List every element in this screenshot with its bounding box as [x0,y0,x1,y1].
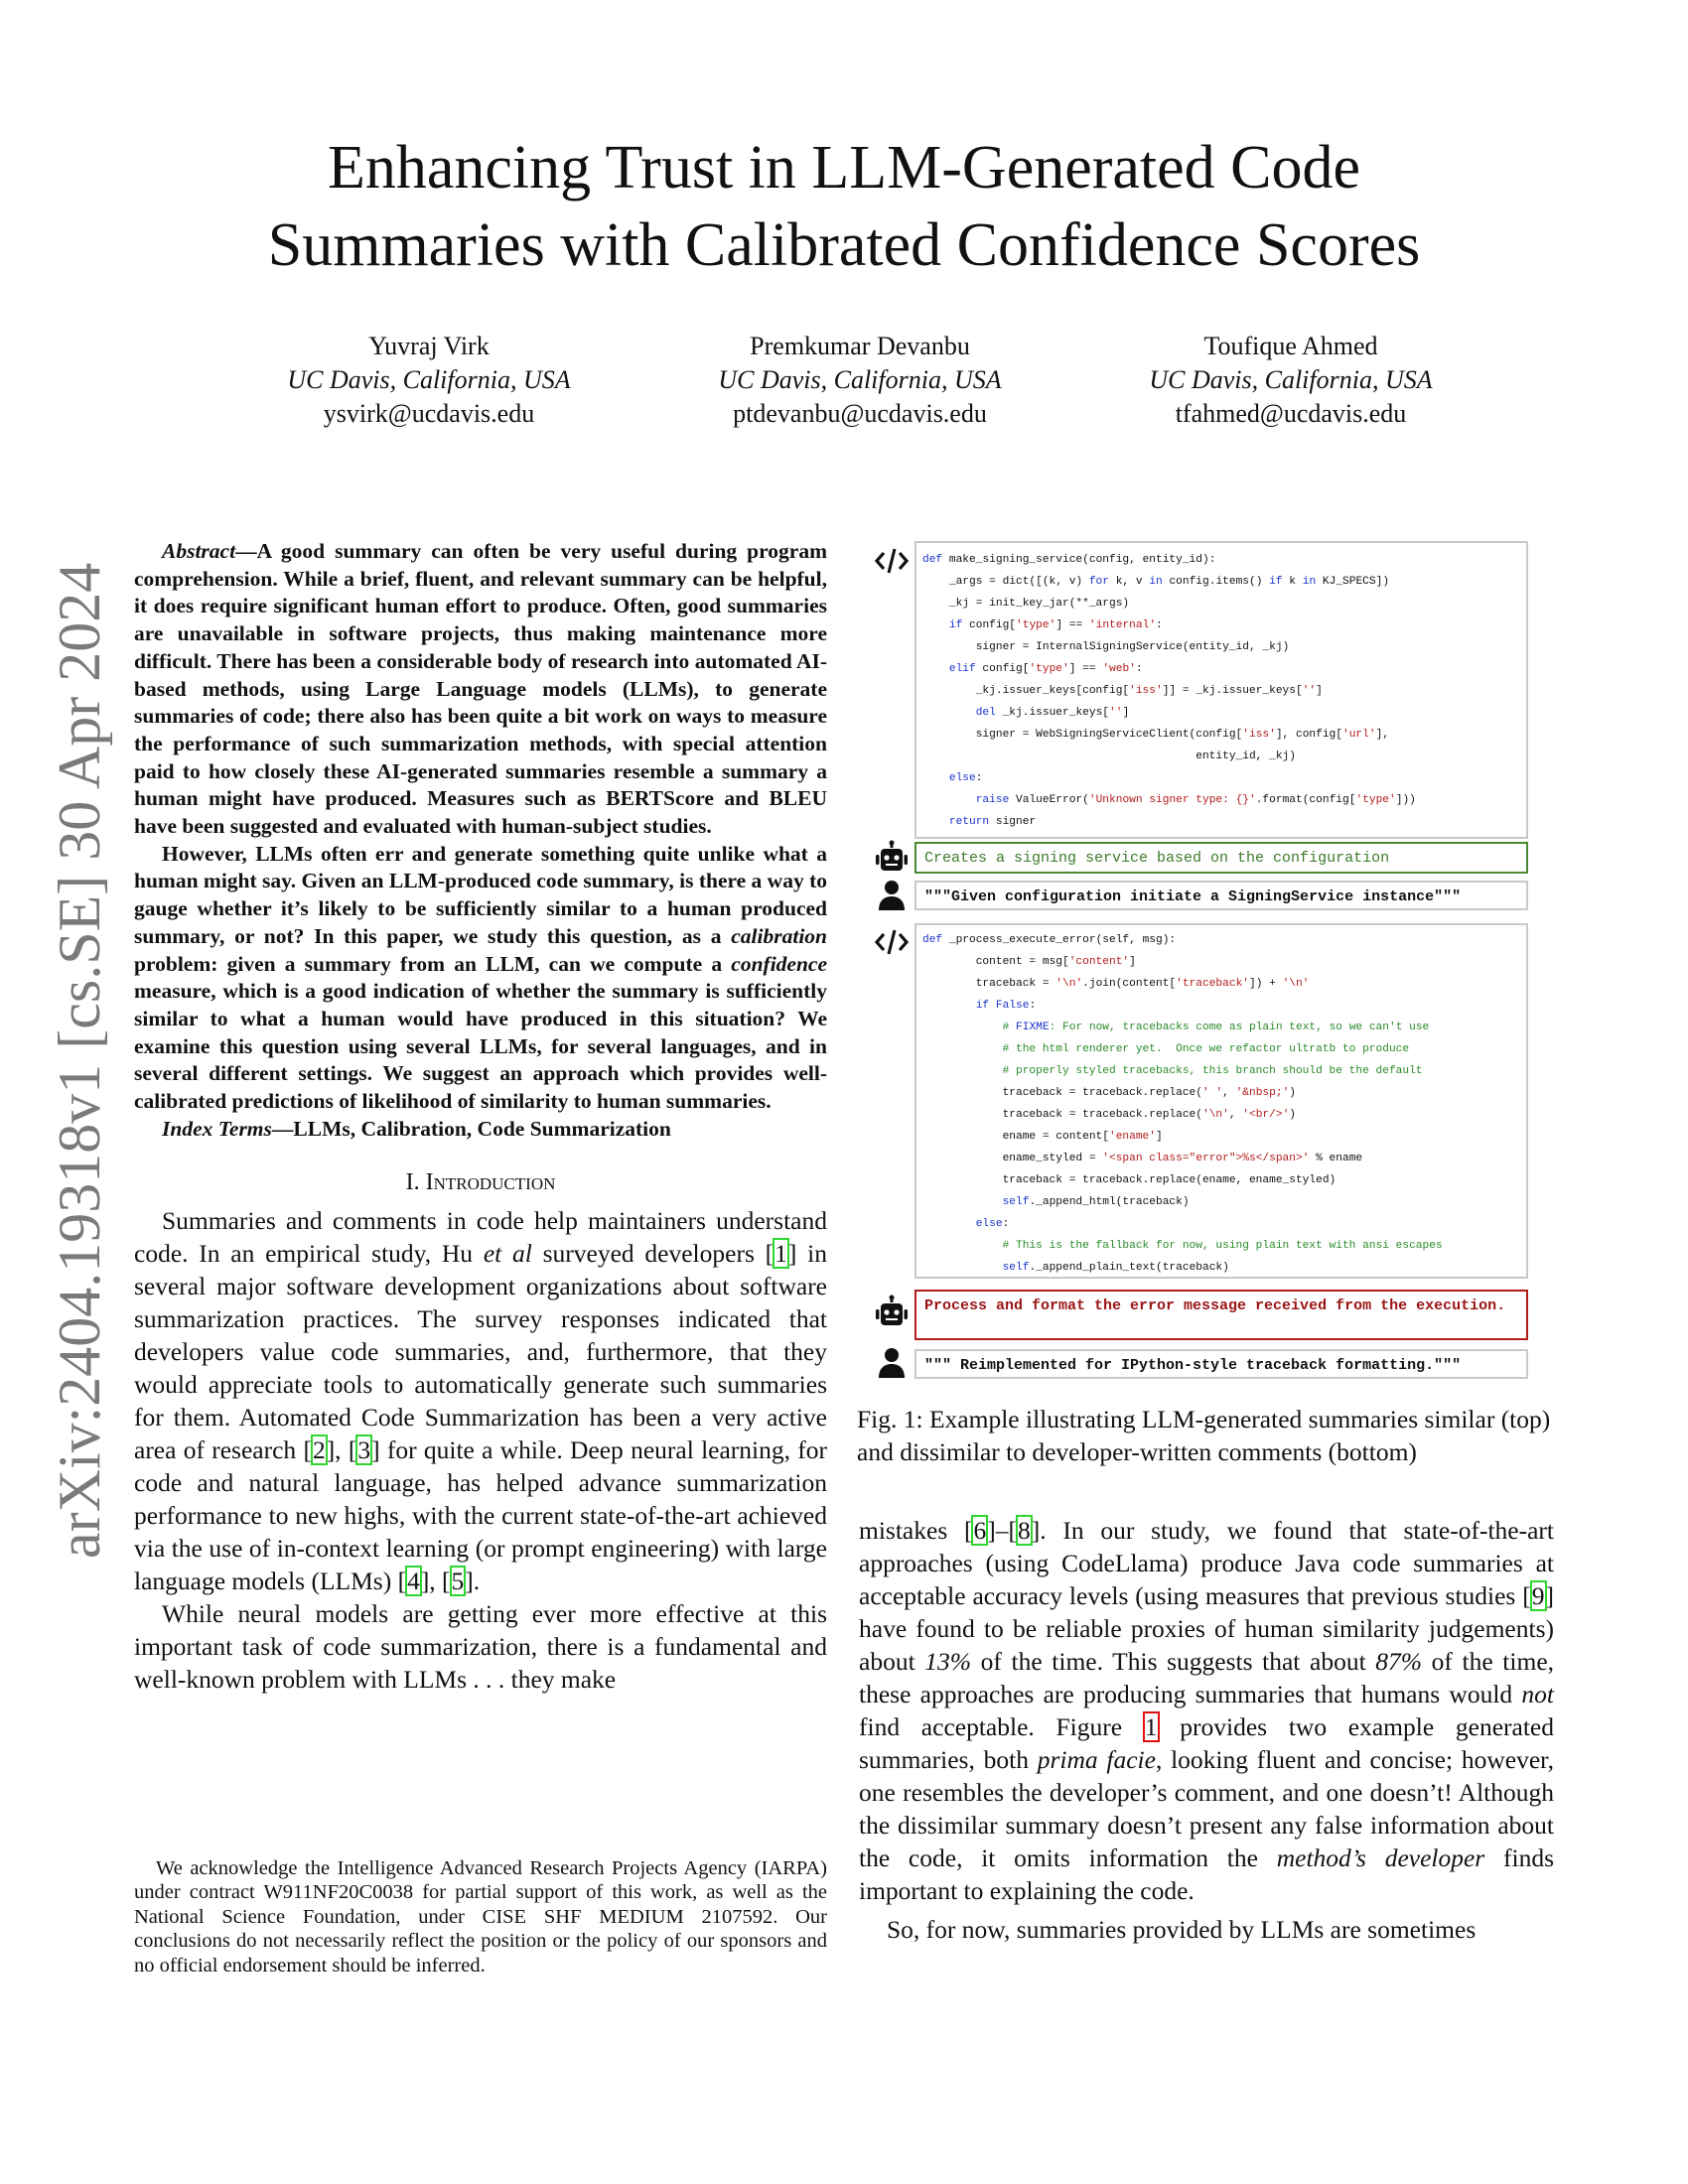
citation-link[interactable]: 9 [1531,1581,1545,1610]
code-line: # the html renderer yet. Once we refactor ultratb to produce [922,1043,1410,1055]
abstract-paragraph-1: Abstract—A good summary can often be very useful during program comprehension. While a brief, fluent, and relevant summary can be helpful, it does require significant human effort to produce. Often, good summaries are unavailable in software projects, thus making maintenance more difficult. There has been a considerable body of research into automated AI-based methods, using Large Language models (LLMs), to generate summaries of code; there also has been quite a bit work on ways to measure the performance of such summarization methods, with special attention paid to how closely these AI-generated summaries resemble a summary a human might have produced. Measures such as BERTScore and BLEU have been suggested and evaluated with human-subject studies. [134,539,827,839]
developer-comment-dissimilar: """ Reimplemented for IPython-style traceback formatting.""" [914,1349,1528,1379]
code-line: signer = WebSigningServiceClient(config['iss'], config['url'], [922,729,1389,741]
code-line: traceback = traceback.replace(' ', '&nbsp;') [922,1087,1297,1099]
code-line: _kj.issuer_keys[config['iss']] = _kj.issuer_keys[''] [922,685,1323,697]
intro-paragraph-2: While neural models are getting ever more effective at this important task of code summarization, there is a fundamental and well-known problem with LLMs . . . they make [134,1599,827,1695]
index-terms-label: Index Terms [162,1116,272,1141]
citation-link[interactable]: 4 [407,1567,420,1596]
title-line-2: Summaries with Calibrated Confidence Scores [267,211,1421,279]
paper-title [149,129,1539,284]
code-line: elif config['type'] == 'web': [948,663,1143,675]
right-paragraph-2: So, for now, summaries provided by LLMs are sometimes [887,1915,1477,1944]
code-line: raise ValueError('Unknown signer type: {}'.format(config['type'])) [975,794,1416,806]
code-line: entity_id, _kj) [922,751,1296,762]
llm-summary-dissimilar: Process and format the error message received from the execution. [914,1290,1528,1340]
index-terms: Index Terms—LLMs, Calibration, Code Summarization [162,1116,671,1141]
right-column [859,1514,1554,1946]
robot-icon [874,840,910,876]
author-name: Toufique Ahmed [1203,332,1378,360]
code-line: if False: [975,1000,1037,1012]
code-line: def _process_execute_error(self, msg): [922,934,1177,946]
code-snippet-dissimilar [914,923,1528,1279]
code-line: content = msg['content'] [922,956,1136,968]
author-affiliation: UC Davis, California, USA [1149,365,1433,394]
citation-link[interactable]: 2 [312,1435,326,1465]
intro-paragraph-1: Summaries and comments in code help maintainers understand code. In an empirical study, Hu et al surveyed developers [1] in several major software development organizations about software summarization practices. The survey responses indicated that developers value code summaries, and, furthermore, that they would appreciate tools to automatically generate such summaries for them. Automated Code Summarization has been a very active area of research [2], [3] for quite a while. Deep neural learning, for code and natural language, has helped advance summarization performance to new highs, with the current state-of-the-art achieved via the use of in-context learning (or prompt engineering) with large language models (LLMs) [4], [5]. [134,1206,827,1596]
code-line: traceback = traceback.replace(ename, ename_styled) [922,1174,1336,1186]
abstract-label: Abstract [162,539,236,563]
person-icon [874,878,910,913]
code-line: traceback = '\n'.join(content['traceback']) + '\n' [922,978,1310,990]
llm-summary-similar: Creates a signing service based on the configuration [914,842,1528,874]
code-line: self._append_html(traceback) [1002,1196,1190,1208]
abstract [134,538,827,1143]
code-line: else: [975,1218,1010,1230]
abstract-paragraph-2: However, LLMs often err and generate something quite unlike what a human might say. Given an LLM-produced code summary, is there a way to gauge whether it’s likely to be sufficiently similar to a human produced summary, or not? In this paper, we study this question, as a calibration problem: given a summary from an LLM, can we compute a confidence measure, which is a good indication of whether the summary is sufficiently similar to what a human would have produced in this situation? We examine this question using several LLMs, for several languages, and in several different settings. We suggest an approach which provides well-calibrated predictions of likelihood of similarity to human summaries. [134,841,827,1114]
author-block [1082,330,1499,431]
author-affiliation: UC Davis, California, USA [718,365,1002,394]
code-line: traceback = traceback.replace('\n', '<br/>') [922,1109,1296,1121]
left-column [134,538,827,1696]
author-email: ysvirk@ucdavis.edu [323,399,535,428]
code-line: ename = content['ename'] [922,1131,1163,1143]
code-line: def make_signing_service(config, entity_id): [922,554,1216,566]
author-affiliation: UC Davis, California, USA [287,365,571,394]
developer-comment-similar: """Given configuration initiate a SigningService instance""" [914,881,1528,910]
code-line: else: [948,772,983,784]
author-block [651,330,1068,431]
citation-link[interactable]: 1 [774,1239,787,1269]
code-line: signer = InternalSigningService(entity_id, _kj) [922,641,1290,653]
author-email: tfahmed@ucdavis.edu [1175,399,1407,428]
code-line: ename_styled = '<span class="error">%s</span>' % ename [922,1153,1363,1164]
author-email: ptdevanbu@ucdavis.edu [733,399,987,428]
acknowledgement-footnote: We acknowledge the Intelligence Advanced Research Projects Agency (IARPA) under contract W911NF20C0038 for partial support of this work, as well as the National Science Foundation, under CISE SHF MEDIUM 2107592. Our conclusions do not necessarily reflect the position or the policy of our sponsors and no official endorsement should be inferred. [134,1857,827,1977]
code-line: return signer [948,816,1037,828]
figure-reference-link[interactable]: 1 [1144,1712,1158,1741]
code-snippet-similar [914,541,1528,839]
right-paragraph-1: mistakes [6]–[8]. In our study, we found that state-of-the-art approaches (using CodeLlama) produce Java code summaries at acceptable accuracy levels (using measures that previous studies [9] have found to be reliable proxies of human similarity judgements) about 13% of the time. This suggests that about 87% of the time, these approaches are producing summaries that humans would not find acceptable. Figure 1 provides two example generated summaries, both prima facie, looking fluent and concise; however, one resembles the developer’s comment, and one doesn’t! Although the dissimilar summary doesn’t present any false information about the code, it omits information the method’s developer finds important to explaining the code. [859,1516,1555,1905]
citation-link[interactable]: 6 [973,1516,987,1545]
code-line: if config['type'] == 'internal': [948,619,1163,631]
author-block [220,330,637,431]
section-heading: I. Introduction [405,1169,556,1196]
author-name: Premkumar Devanbu [750,332,970,360]
author-name: Yuvraj Virk [368,332,490,360]
code-line: # properly styled tracebacks, this branch should be the default [922,1065,1423,1077]
code-line: self._append_plain_text(traceback) [1002,1262,1229,1274]
code-icon [874,543,910,579]
robot-icon [874,1295,910,1330]
figure-caption: Fig. 1: Example illustrating LLM-generated summaries similar (top) and dissimilar to developer-written comments (bottom) [857,1405,1551,1466]
introduction-text [134,1204,827,1696]
code-line: _args = dict([(k, v) for k, v in config.items() if k in KJ_SPECS]) [922,576,1390,588]
citation-link[interactable]: 3 [357,1435,371,1465]
code-line: _kj = init_key_jar(**_args) [922,598,1130,610]
arxiv-identifier-stamp: arXiv:2404.19318v1 [cs.SE] 30 Apr 2024 [47,562,112,1559]
code-icon [874,924,910,960]
citation-link[interactable]: 8 [1017,1516,1031,1545]
code-line: # This is the fallback for now, using plain text with ansi escapes [922,1240,1443,1252]
code-line: del _kj.issuer_keys[''] [975,707,1130,719]
code-line: # FIXME: For now, tracebacks come as plain text, so we can't use [1002,1022,1430,1033]
citation-link[interactable]: 5 [451,1567,465,1596]
title-line-1: Enhancing Trust in LLM-Generated Code [327,134,1361,202]
person-icon [874,1345,910,1381]
